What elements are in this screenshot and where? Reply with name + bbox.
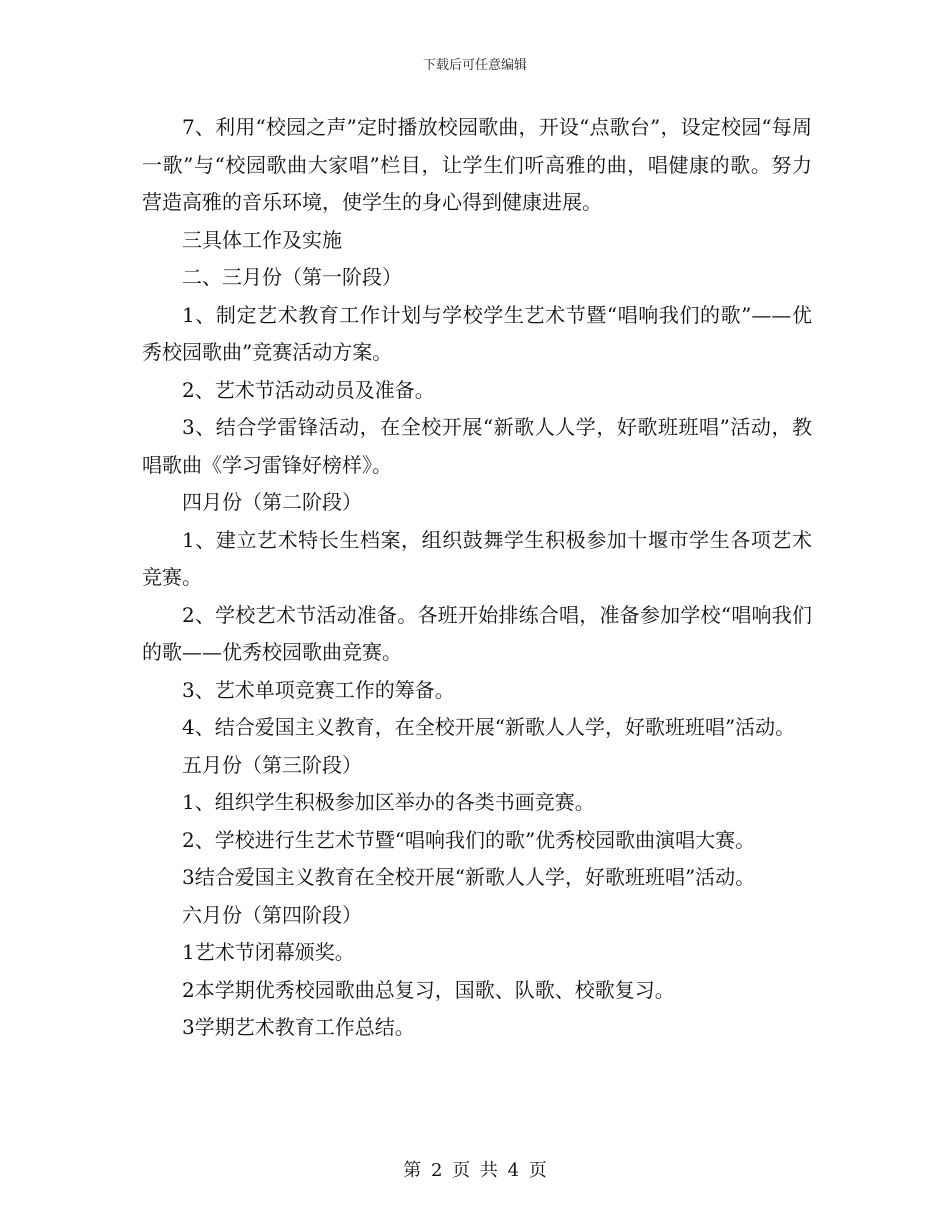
document-body [142,109,812,1047]
paragraph: 2、学校进行生艺术节暨“唱响我们的歌”优秀校园歌曲演唱大赛。 [182,827,756,852]
paragraph: 1、制定艺术教育工作计划与学校学生艺术节暨“唱响我们的歌”——优秀校园歌曲”竞赛活动方案。 [142,302,812,364]
paragraph: 3、结合学雷锋活动，在全校开展“新歌人人学，好歌班班唱”活动，教唱歌曲《学习雷锋好榜样》。 [142,415,812,477]
phase-heading: 六月份（第四阶段） [182,902,362,927]
paragraph: 1、组织学生积极参加区举办的各类书画竞赛。 [182,790,595,814]
paragraph: 1艺术节闭幕颁奖。 [182,940,355,964]
phase-heading: 四月份（第二阶段） [182,490,362,514]
paragraph: 4、结合爱国主义教育，在全校开展“新歌人人学，好歌班班唱”活动。 [182,715,796,739]
paragraph: 2本学期优秀校园歌曲总复习，国歌、队歌、校歌复习。 [182,977,675,1002]
paragraph: 3结合爱国主义教育在全校开展“新歌人人学，好歌班班唱”活动。 [182,865,756,889]
paragraph: 3学期艺术教育工作总结。 [182,1015,415,1039]
paragraph: 1、建立艺术特长生档案，组织鼓舞学生积极参加十堰市学生各项艺术竞赛。 [142,527,812,589]
paragraph: 3、艺术单项竞赛工作的筹备。 [182,677,455,702]
page-footer: 第 2 页 共 4 页 [403,1160,547,1181]
section-heading: 三具体工作及实施 [182,227,342,252]
phase-heading: 五月份（第三阶段） [182,752,362,777]
paragraph: 2、艺术节活动动员及准备。 [182,377,435,402]
paragraph: 2、学校艺术节活动准备。各班开始排练合唱，准备参加学校“唱响我们的歌——优秀校园歌曲竞赛。 [142,602,812,664]
page-header: 下载后可任意编辑 [422,58,527,73]
paragraph: 7、利用“校园之声”定时播放校园歌曲，开设“点歌台”，设定校园“每周一歌”与“校园歌曲大家唱”栏目，让学生们听高雅的曲，唱健康的歌。努力营造高雅的音乐环境，使学生的身心得到健康进展。 [142,115,812,214]
phase-heading: 二、三月份（第一阶段） [182,265,402,289]
